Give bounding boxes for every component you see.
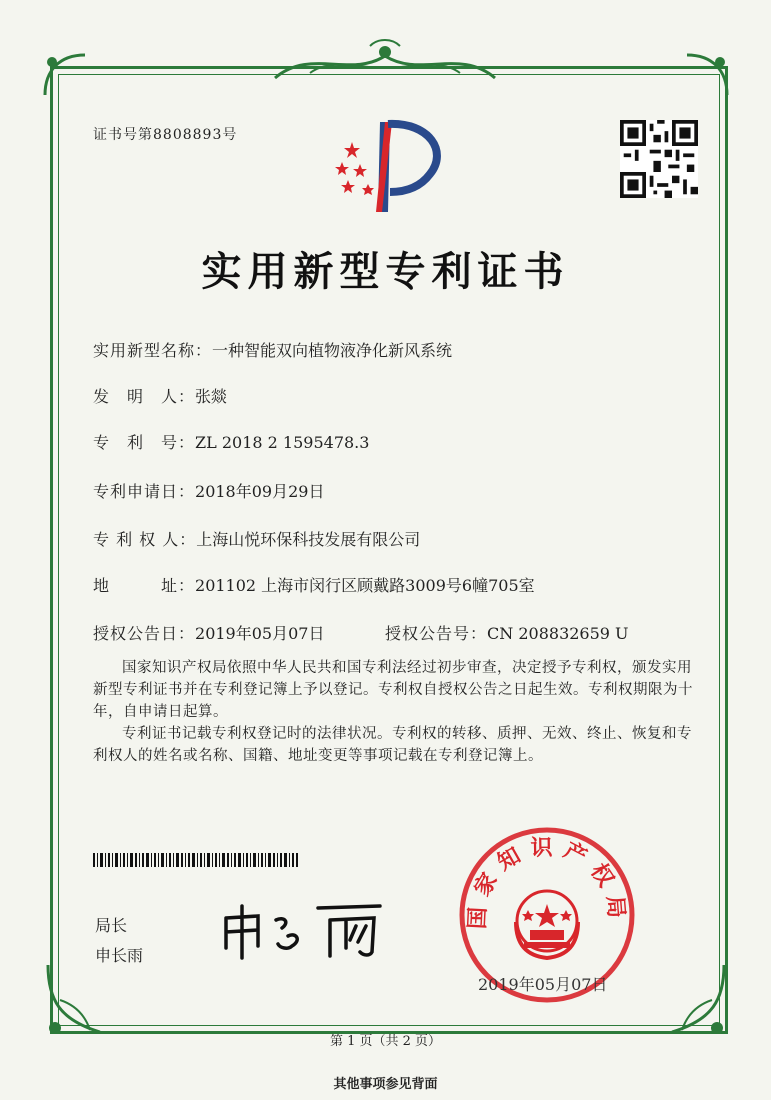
right-top-ornament-icon — [682, 50, 732, 100]
field-value: 2018年09月29日 — [195, 482, 325, 501]
field-value: 201102 上海市闵行区顾戴路3009号6幢705室 — [195, 576, 535, 595]
field-value: 2019年05月07日 — [195, 624, 325, 643]
field-label: 专利申请日： — [93, 482, 196, 501]
certificate-title: 实用新型专利证书 — [201, 248, 570, 295]
field-patent-number — [93, 430, 369, 453]
director-name: 申长雨 — [95, 946, 144, 965]
field-patentee — [93, 527, 420, 550]
left-bottom-ornament-icon — [40, 960, 130, 1040]
field-value: ZL 2018 2 1595478.3 — [195, 433, 370, 452]
top-ornament-icon — [270, 38, 500, 88]
field-label: 专 利 权 人： — [93, 530, 197, 549]
field-value: 上海山悦环保科技发展有限公司 — [196, 530, 421, 549]
field-value: 一种智能双向植物液净化新风系统 — [212, 341, 453, 360]
field-label: 专 利 号： — [93, 433, 196, 452]
left-top-ornament-icon — [40, 50, 90, 100]
field-inventor — [93, 384, 227, 407]
svg-text:国家知识产权局: 国家知识产权局 — [464, 834, 630, 930]
director-title: 局长 — [95, 916, 128, 935]
patent-office-logo-icon — [330, 112, 450, 224]
barcode-icon — [93, 853, 298, 867]
paragraph-legal-status: 专利证书记载专利权登记时的法律状况。专利权的转移、质押、无效、终止、恢复和专利权人的姓名或名称、国籍、地址变更等事项记载在专利登记簿上。 — [93, 726, 692, 764]
field-filing-date — [93, 479, 324, 502]
footer-note: 其他事项参见背面 — [333, 1077, 438, 1092]
qr-code-icon — [620, 120, 698, 198]
certificate-number: 证书号第8808893号 — [93, 127, 238, 143]
field-label: 地 址： — [93, 576, 196, 595]
field-label: 授权公告号： — [385, 624, 488, 643]
field-label: 实用新型名称： — [93, 341, 213, 360]
field-label: 发 明 人： — [93, 387, 196, 406]
director-signature-icon — [218, 900, 388, 960]
field-label: 授权公告日： — [93, 624, 196, 643]
field-utility-model-name — [93, 338, 452, 361]
seal-date: 2019年05月07日 — [478, 975, 608, 994]
field-grant-date — [93, 621, 324, 644]
field-grant-number — [385, 621, 629, 644]
right-bottom-ornament-icon — [642, 960, 732, 1040]
field-value: CN 208832659 U — [487, 624, 629, 643]
field-address — [93, 573, 535, 596]
field-value: 张燚 — [195, 387, 228, 406]
paragraph-grant-statement: 国家知识产权局依照中华人民共和国专利法经过初步审查，决定授予专利权，颁发实用新型专利证书并在专利登记簿上予以登记。专利权自授权公告之日起生效。专利权期限为十年，自申请日起算。 — [93, 660, 693, 720]
page-number: 第 1 页（共 2 页） — [329, 1034, 442, 1049]
